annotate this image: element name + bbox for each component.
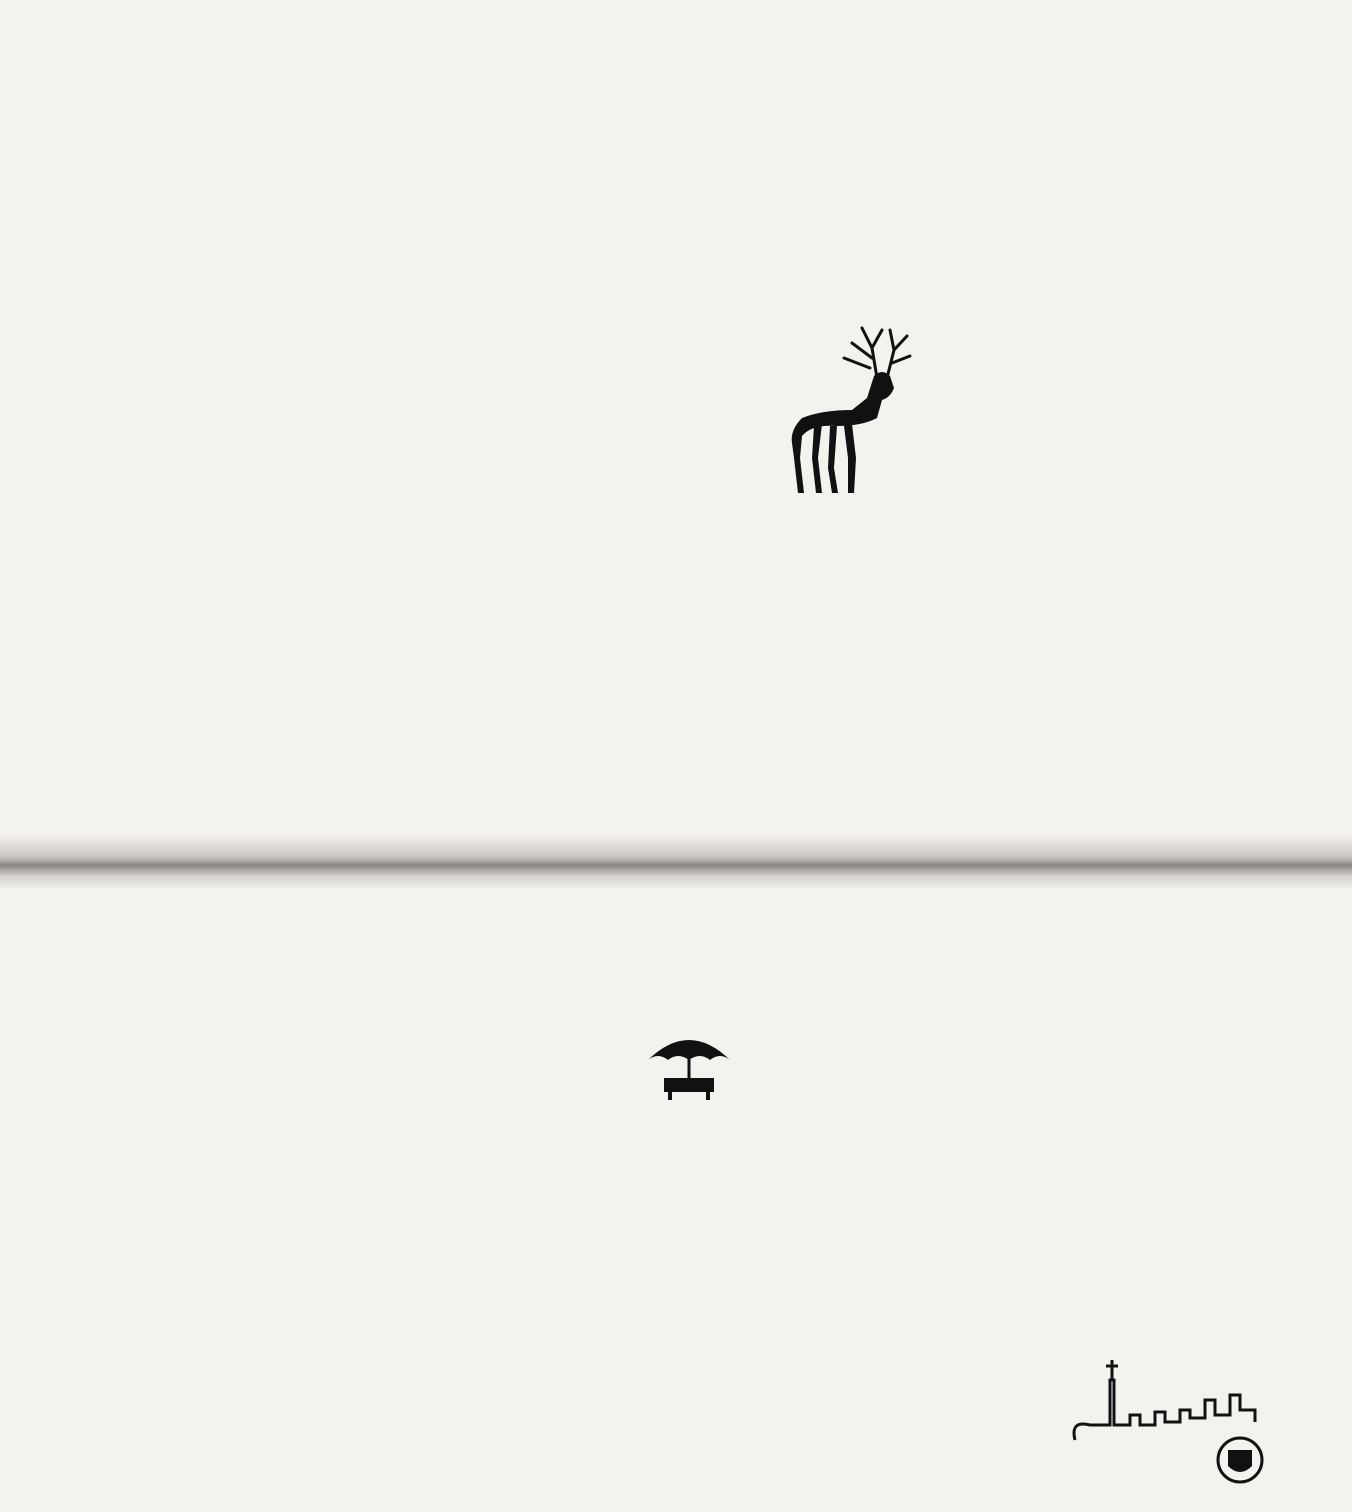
beach-umbrella-icon [644, 1030, 734, 1102]
deer-illustration-icon [782, 318, 912, 498]
page-fold [0, 835, 1352, 890]
belgrade-skyline-icon [1070, 1360, 1270, 1490]
